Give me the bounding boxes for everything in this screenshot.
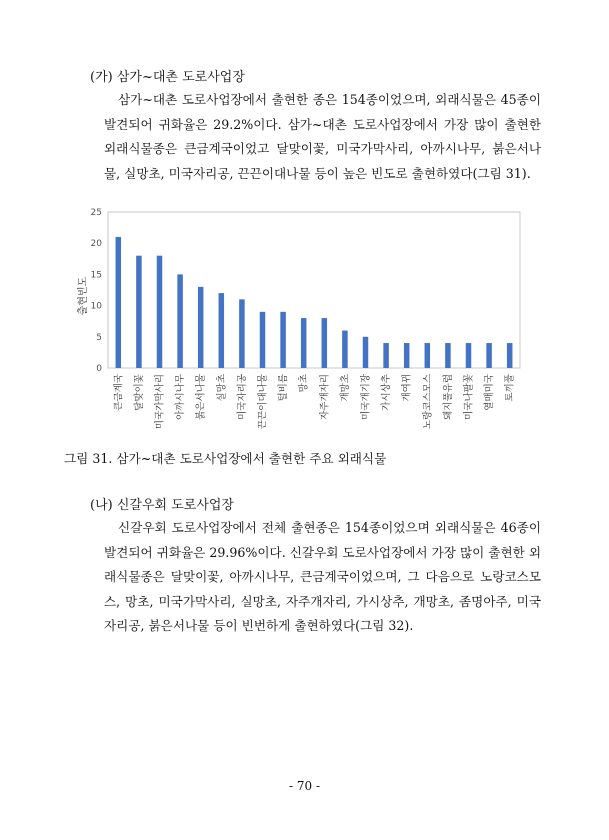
x-tick-label: 돼지풀유럽 xyxy=(442,374,454,420)
bar xyxy=(219,293,225,368)
bar-chart xyxy=(70,200,530,440)
x-tick-label: 달맞이꽃 xyxy=(133,374,145,411)
bar xyxy=(404,343,410,368)
bar xyxy=(486,343,492,368)
plot-area xyxy=(108,212,520,368)
bar xyxy=(301,318,307,368)
x-tick-label: 자주개자리 xyxy=(319,374,331,420)
page-number: - 70 - xyxy=(288,779,320,793)
x-tick-label: 가시상추 xyxy=(381,374,393,411)
bar xyxy=(322,318,328,368)
x-tick-label: 붉은서나물 xyxy=(195,374,207,420)
x-tick-label: 미국나팔꽃 xyxy=(463,374,475,420)
bar xyxy=(507,343,513,368)
bar xyxy=(363,337,369,368)
section-a-paragraph: 삼가~대촌 도로사업장에서 출현한 종은 154종이었으며, 외래식물은 45종이 발견되어 귀화율은 29.2%이다. 삼가~대촌 도로사업장에서 가장 많이 출현한 외래식물종은 큰금계국이었고 달맞이꽃, 미국가막사리, 아까시나무, 붉은서나물, 실망초, 미국자리공, 끈끈이대나물 등이 높은 빈도로 출현하였다(그림 31). xyxy=(104,92,541,181)
y-tick-label: 20 xyxy=(90,239,102,250)
x-tick-label: 미국가막사리 xyxy=(154,374,166,430)
bar xyxy=(425,343,431,368)
section-b-heading: (나) 신갈우회 도로사업장 xyxy=(90,498,234,513)
y-axis-label: 출현빈도 xyxy=(78,276,89,316)
bar xyxy=(116,237,122,368)
bar xyxy=(445,343,451,368)
section-a-heading: (가) 삼가~대촌 도로사업장 xyxy=(90,70,245,85)
figure-caption: 그림 31. 삼가~대촌 도로사업장에서 출현한 주요 외래식물 xyxy=(64,451,387,466)
bar xyxy=(280,312,286,368)
y-tick-label: 25 xyxy=(90,208,102,218)
bar xyxy=(342,331,348,368)
x-tick-label: 끈끈이대나물 xyxy=(257,374,269,430)
bar xyxy=(239,299,245,368)
x-tick-label: 열매미국 xyxy=(484,374,496,411)
bar xyxy=(260,312,266,368)
x-tick-label: 망초 xyxy=(298,374,310,393)
section-b-paragraph: 신갈우회 도로사업장에서 전체 출현종은 154종이었으며 외래식물은 46종이 발견되어 귀화율은 29.96%이다. 신갈우회 도로사업장에서 가장 많이 출현한 외래식물종은 달맞이꽃, 아까시나무, 큰금계국이었으며, 그 다음으로 노랑코스모스, 망초, 미국가막사리, 실망초, 자주개자리, 가시상추, 개망초, 좀명아주, 미국자리공, 붉은서나물 등이 빈번하게 출현하였다(그림 32). xyxy=(104,520,541,633)
x-tick-label: 실망초 xyxy=(216,374,228,402)
bar xyxy=(466,343,472,368)
x-tick-label: 아까시나무 xyxy=(175,374,187,420)
y-tick-label: 0 xyxy=(96,364,102,374)
y-tick-label: 10 xyxy=(90,301,102,312)
x-tick-label: 개여뀌 xyxy=(401,374,413,402)
y-tick-label: 15 xyxy=(90,270,102,281)
x-tick-label: 털비름 xyxy=(278,374,290,402)
x-tick-label: 개망초 xyxy=(339,374,351,402)
bar xyxy=(136,256,142,368)
x-tick-label: 노랑코스모스 xyxy=(422,374,434,430)
x-tick-label: 미국개기장 xyxy=(360,374,372,420)
x-tick-label: 토끼풀 xyxy=(504,374,516,402)
bar xyxy=(177,274,183,368)
x-tick-label: 미국자리공 xyxy=(236,374,248,420)
bar xyxy=(383,343,389,368)
bar xyxy=(157,256,163,368)
x-tick-label: 큰금계국 xyxy=(113,374,125,411)
bar xyxy=(198,287,204,368)
y-tick-label: 5 xyxy=(96,332,102,343)
